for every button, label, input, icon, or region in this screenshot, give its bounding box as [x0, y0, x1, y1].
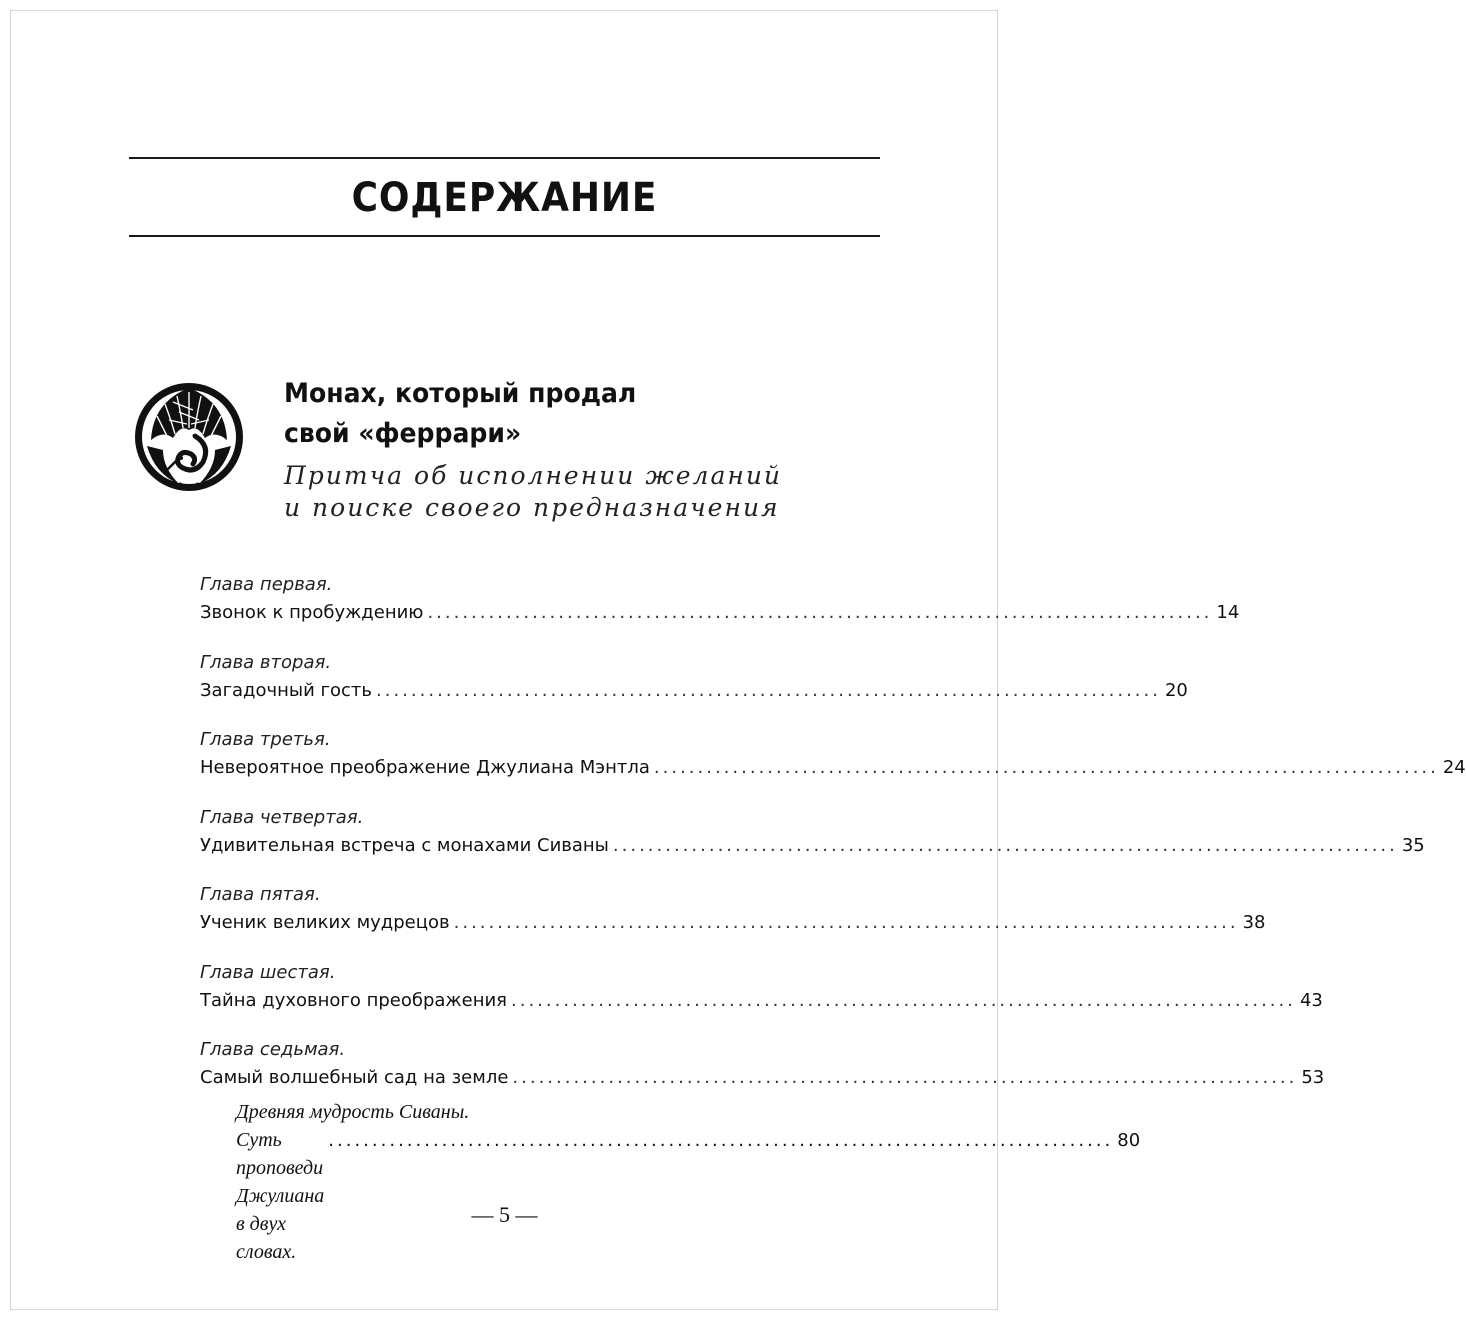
page-ref: 43 — [1299, 989, 1323, 1011]
chapter-label: Глава пятая. — [200, 884, 321, 905]
dot-leader: .......................................................................................... — [427, 602, 1213, 623]
toc-line — [200, 1065, 1325, 1091]
chapter-label: Глава шестая. — [200, 961, 336, 983]
chapter-label: Глава первая. — [200, 574, 333, 595]
page-ref: 38 — [1242, 912, 1266, 933]
dot-leader: .......................................................................................... — [376, 679, 1161, 701]
heading-rule-bottom — [129, 235, 880, 237]
table-of-contents — [200, 572, 1466, 1115]
toc-entry-1[interactable] — [200, 572, 1240, 650]
page-number: — 5 — — [471, 1202, 538, 1227]
dot-leader: .......................................................................................... — [653, 757, 1439, 778]
chapter-title: Тайна духовного преображения — [200, 989, 508, 1011]
dot-leader: .......................................................................................... — [453, 912, 1239, 933]
crane-crest-icon — [133, 380, 245, 496]
toc-entry-5[interactable] — [200, 882, 1266, 960]
dot-leader: .......................................................................................... — [612, 834, 1398, 856]
chapter-title: Удивительная встреча с монахами Сиваны — [200, 834, 609, 856]
chapter-label: Глава третья. — [200, 729, 331, 750]
dot-leader: .......................................................................................... — [511, 989, 1296, 1011]
appendix-line-2-row — [236, 1126, 1141, 1266]
book-subtitle — [284, 460, 782, 524]
heading-rule-top — [129, 157, 880, 159]
chapter-title: Невероятное преображение Джулиана Мэнтла — [200, 757, 650, 778]
page-ref: 14 — [1216, 602, 1240, 623]
chapter-label: Глава седьмая. — [200, 1039, 346, 1060]
toc-entry-6[interactable] — [200, 960, 1323, 1038]
book-title — [284, 374, 636, 454]
chapter-title: Звонок к пробуждению — [200, 602, 424, 623]
page-ref: 24 — [1442, 757, 1466, 778]
dot-leader: .......................................................................................... — [512, 1067, 1298, 1088]
dot-leader: .......................................................................................... — [328, 1130, 1114, 1151]
toc-line — [200, 755, 1466, 781]
appendix-line-2: Суть проповеди Джулиана в двух словах. — [236, 1129, 325, 1263]
book-title-line-2: свой «феррари» — [284, 418, 522, 449]
chapter-title: Ученик великих мудрецов — [200, 912, 450, 933]
chapter-label: Глава четвертая. — [200, 806, 364, 828]
book-title-line-1: Монах, который продал — [284, 378, 637, 409]
page-heading: СОДЕРЖАНИЕ — [351, 175, 658, 221]
toc-line — [200, 988, 1323, 1014]
chapter-title: Самый волшебный сад на земле — [200, 1067, 509, 1088]
chapter-title: Загадочный гость — [200, 679, 373, 701]
page-ref: 20 — [1164, 679, 1188, 701]
toc-line — [200, 833, 1425, 859]
toc-entry-2[interactable] — [200, 650, 1188, 728]
book-subtitle-line-1: Притча об исполнении желаний — [284, 461, 783, 490]
page-ref: 35 — [1401, 834, 1425, 856]
toc-line — [200, 678, 1188, 704]
toc-line — [200, 600, 1240, 626]
toc-entry-4[interactable] — [200, 805, 1425, 883]
appendix-line-1: Древняя мудрость Сиваны. — [236, 1101, 470, 1123]
toc-entry-3[interactable] — [200, 727, 1466, 805]
page-ref: 80 — [1117, 1130, 1141, 1151]
book-subtitle-line-2: и поиске своего предназначения — [284, 493, 780, 522]
toc-appendix-entry[interactable] — [236, 1098, 1141, 1266]
toc-line — [200, 910, 1266, 936]
page-ref: 53 — [1301, 1067, 1325, 1088]
chapter-label: Глава вторая. — [200, 651, 332, 673]
